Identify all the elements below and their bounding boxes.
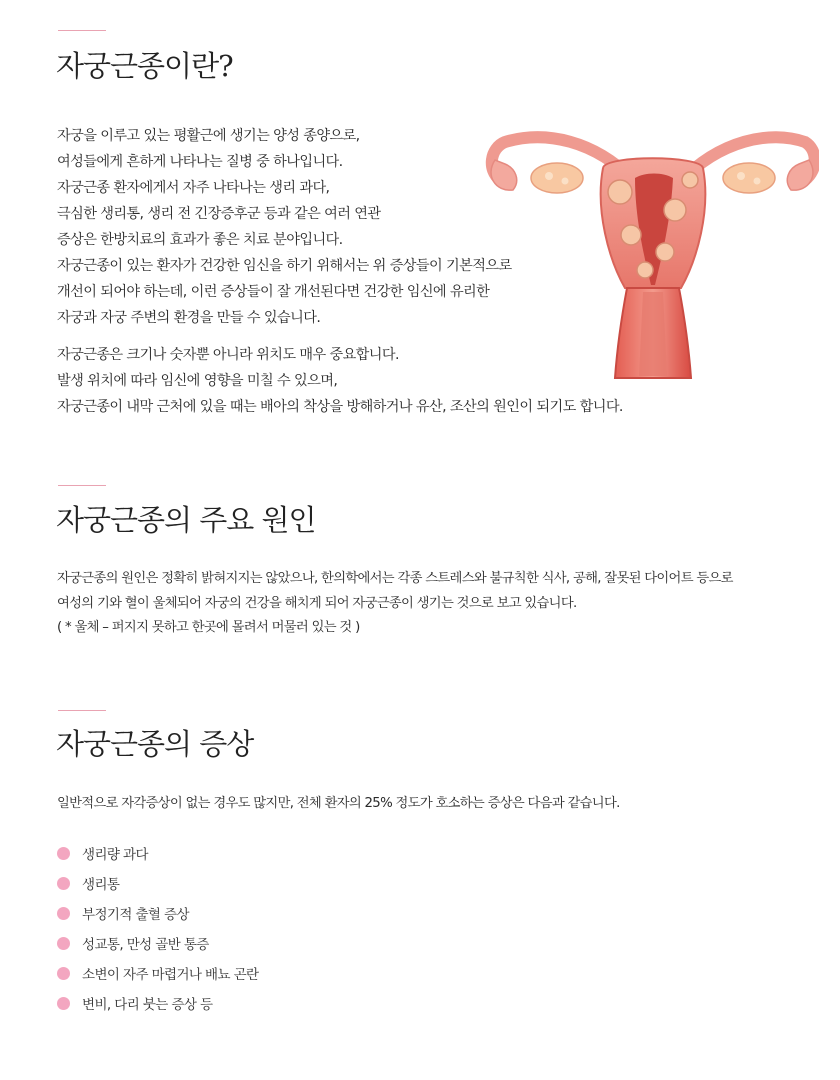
intro-line: 여성들에게 흔하게 나타나는 질병 중 하나입니다.: [57, 154, 343, 170]
intro-line: 자궁을 이루고 있는 평활근에 생기는 양성 종양으로,: [57, 128, 360, 144]
section-divider: [58, 30, 106, 31]
list-item: [57, 958, 259, 988]
symptom-label: 생리통: [82, 877, 120, 893]
symptom-label: 부정기적 출혈 증상: [82, 907, 189, 923]
causes-note: ( * 울체 – 퍼지지 못하고 한곳에 몰려서 머물러 있는 것 ): [57, 620, 360, 635]
bullet-dot-icon: [57, 967, 70, 980]
bullet-dot-icon: [57, 847, 70, 860]
bullet-dot-icon: [57, 997, 70, 1010]
list-item: [57, 838, 259, 868]
location-line: 발생 위치에 따라 임신에 영향을 미칠 수 있으며,: [57, 373, 338, 389]
symptom-label: 변비, 다리 붓는 증상 등: [82, 997, 213, 1013]
section-title-causes: 자궁근종의 주요 원인: [56, 503, 316, 537]
intro-line: 자궁근종이 있는 환자가 건강한 임신을 하기 위해서는 위 증상들이 기본적으로: [57, 258, 512, 274]
causes-paragraph: [57, 567, 733, 641]
intro-line: 개선이 되어야 하는데, 이런 증상들이 잘 개선된다면 건강한 임신에 유리한: [57, 284, 490, 300]
list-item: [57, 898, 259, 928]
causes-line: 자궁근종의 원인은 정확히 밝혀지지는 않았으나, 한의학에서는 각종 스트레스와 불규칙한 식사, 공해, 잘못된 다이어트 등으로: [57, 571, 733, 586]
bullet-dot-icon: [57, 907, 70, 920]
symptom-label: 소변이 자주 마렵거나 배뇨 곤란: [82, 967, 259, 983]
section-title-what-is: 자궁근종이란?: [56, 49, 233, 83]
intro-line: 증상은 한방치료의 효과가 좋은 치료 분야입니다.: [57, 232, 343, 248]
intro-line: 자궁근종 환자에게서 자주 나타나는 생리 과다,: [57, 180, 330, 196]
intro-paragraph: [57, 123, 512, 331]
intro-line: 극심한 생리통, 생리 전 긴장증후군 등과 같은 여러 연관: [57, 206, 381, 222]
section-divider: [58, 710, 106, 711]
location-line: 자궁근종이 내막 근처에 있을 때는 배아의 착상을 방해하거나 유산, 조산의 원인이 되기도 합니다.: [57, 399, 623, 415]
bullet-dot-icon: [57, 937, 70, 950]
symptom-label: 성교통, 만성 골반 통증: [82, 937, 209, 953]
list-item: [57, 928, 259, 958]
location-line: 자궁근종은 크기나 숫자뿐 아니라 위치도 매우 중요합니다.: [57, 347, 399, 363]
symptoms-intro: 일반적으로 자각증상이 없는 경우도 많지만, 전체 환자의 25% 정도가 호소하는 증상은 다음과 같습니다.: [57, 796, 620, 811]
section-divider: [58, 485, 106, 486]
causes-line: 여성의 기와 혈이 울체되어 자궁의 건강을 해치게 되어 자궁근종이 생기는 것으로 보고 있습니다.: [57, 595, 577, 611]
symptom-label: 생리량 과다: [82, 847, 148, 863]
uterus-fibroid-illustration: [485, 120, 819, 382]
intro-line: 자궁과 자궁 주변의 환경을 만들 수 있습니다.: [57, 310, 321, 326]
list-item: [57, 988, 259, 1018]
list-item: [57, 868, 259, 898]
symptoms-list: [57, 838, 259, 1018]
bullet-dot-icon: [57, 877, 70, 890]
section-title-symptoms: 자궁근종의 증상: [56, 727, 254, 761]
